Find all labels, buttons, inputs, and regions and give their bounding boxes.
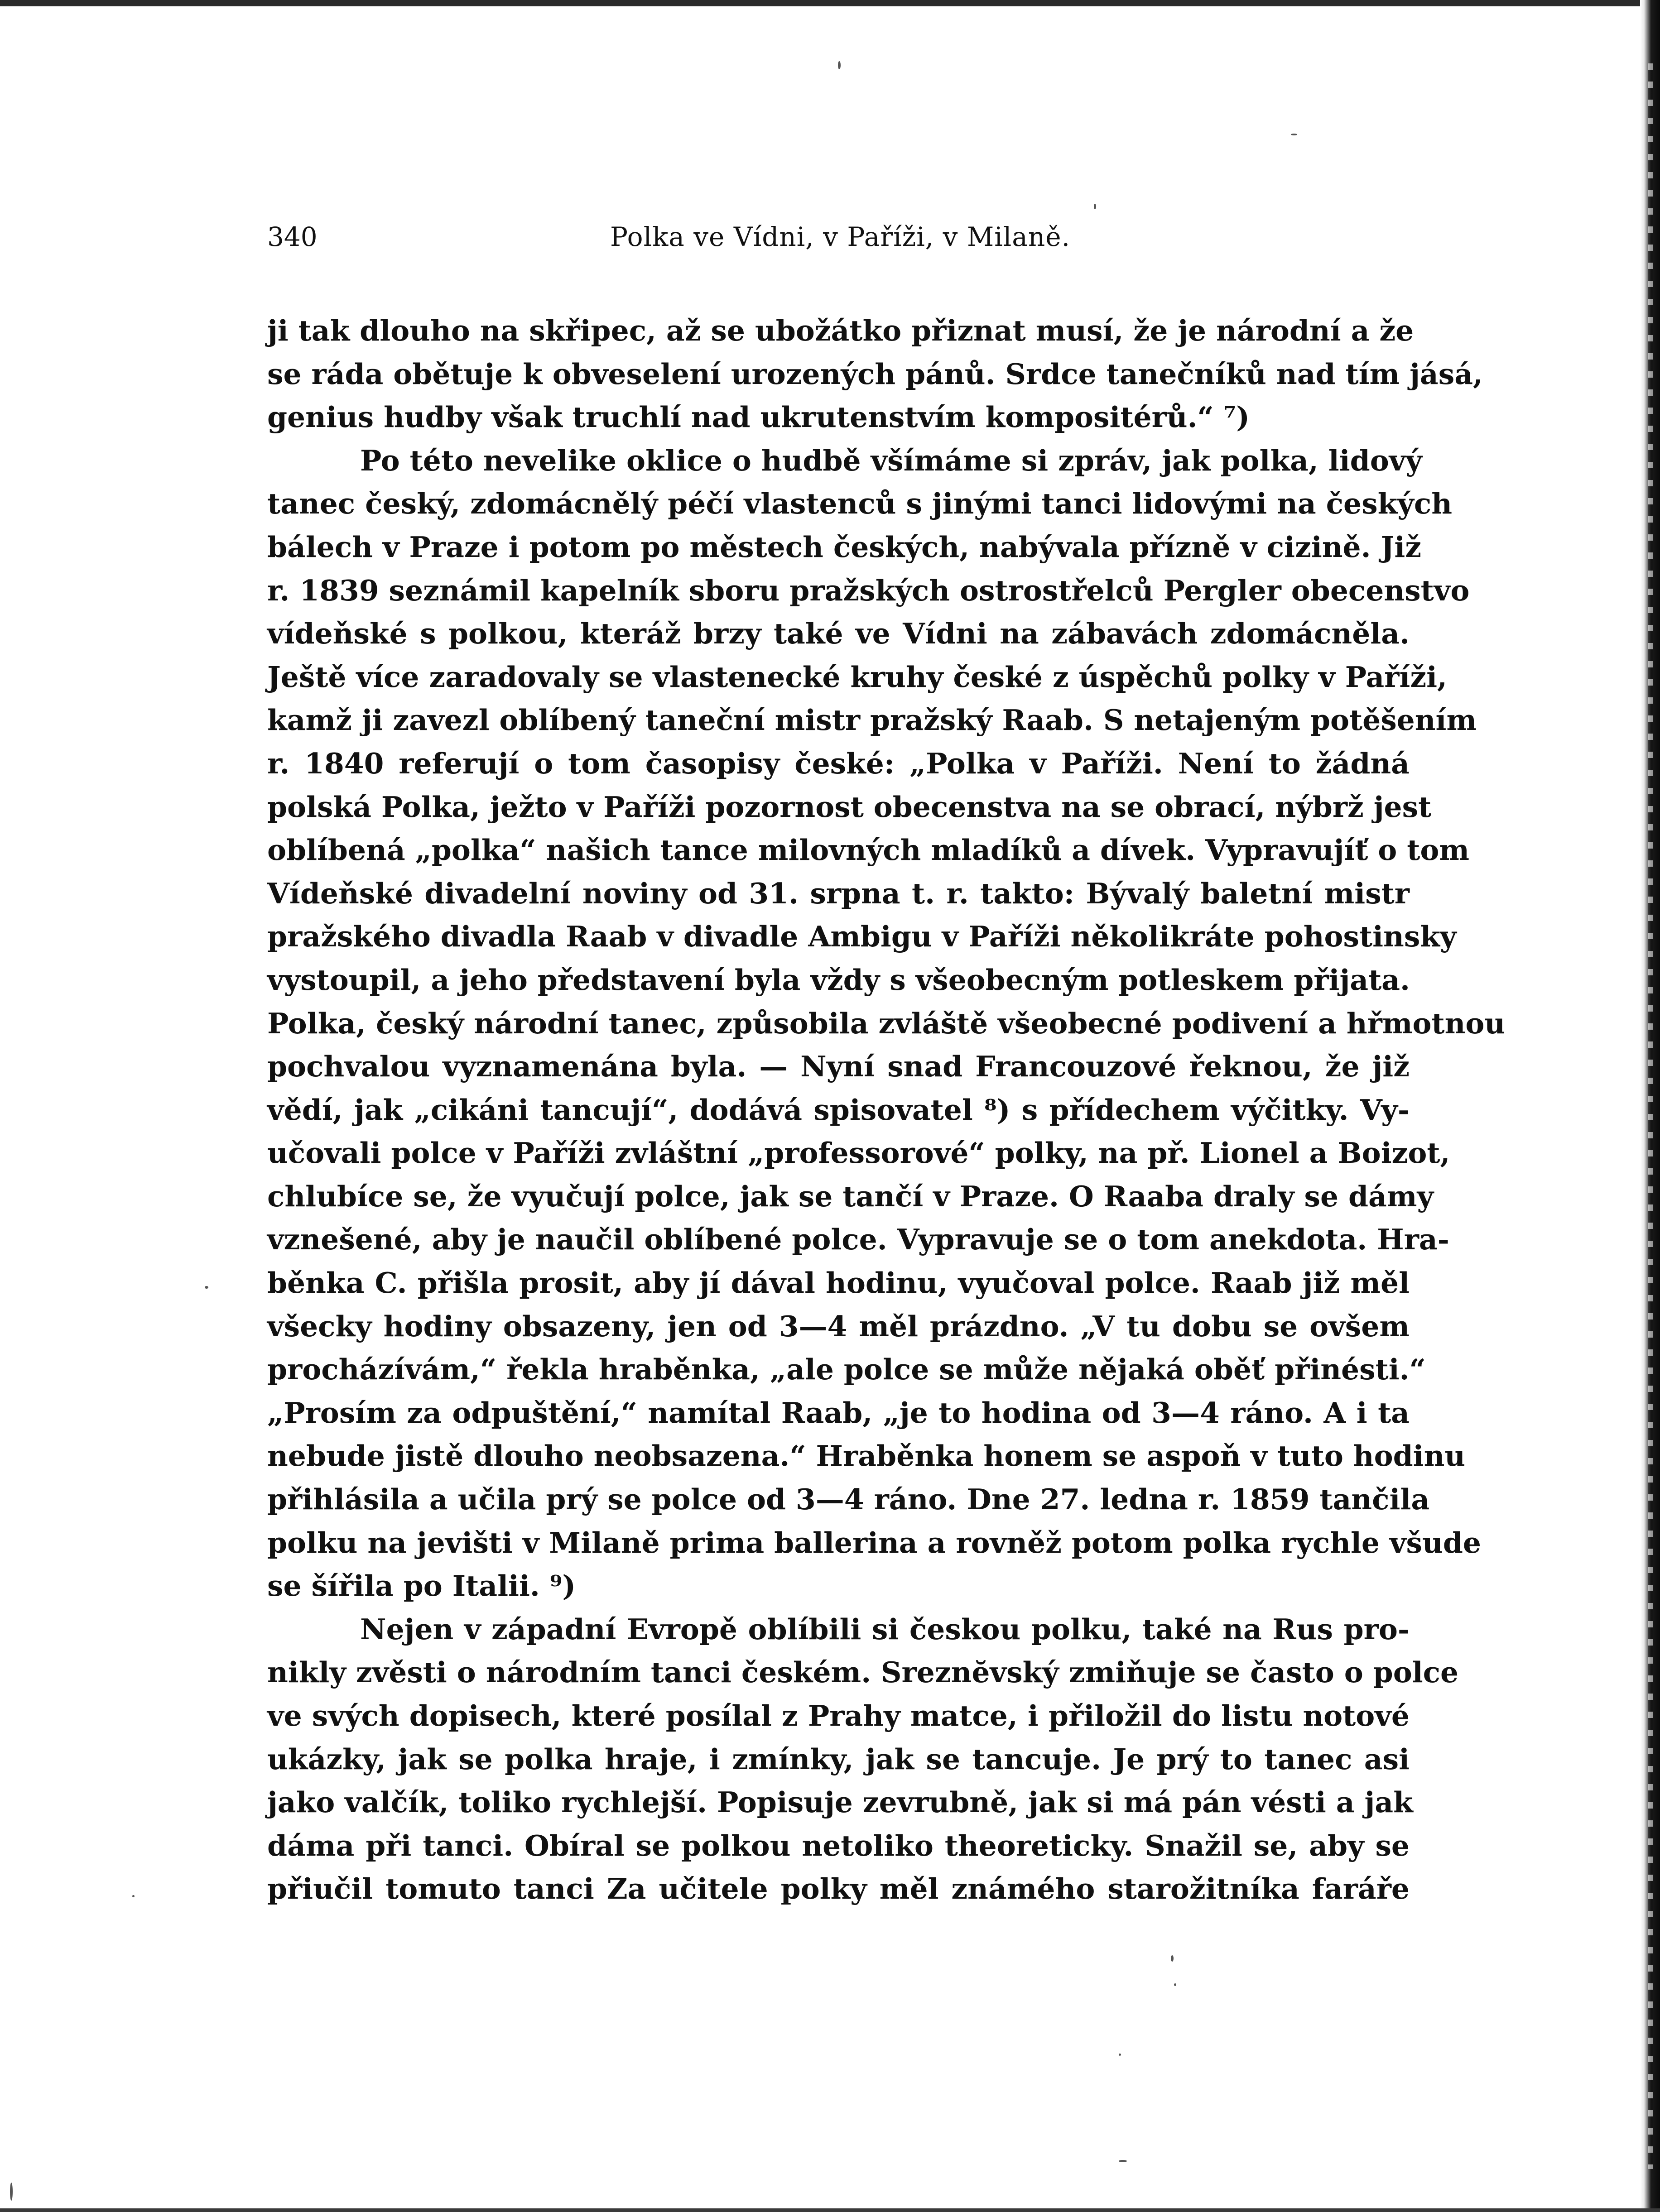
page-body bbox=[267, 309, 1506, 1911]
text-line: kamž ji zavezl oblíbený taneční mistr pražský Raab. S netajeným potěšením bbox=[267, 703, 1477, 737]
text-line: přihlásila a učila prý se polce od 3—4 ráno. Dne 27. ledna r. 1859 tančila bbox=[267, 1483, 1430, 1516]
text-line: „Prosím za odpuštění,“ namítal Raab, „je to hodina od 3—4 ráno. A i ta bbox=[267, 1396, 1410, 1430]
text-line: přiučil tomuto tanci Za učitele polky měl známého starožitníka faráře bbox=[267, 1872, 1410, 1906]
text-line: všecky hodiny obsazeny, jen od 3—4 měl prázdno. „V tu dobu se ovšem bbox=[267, 1309, 1410, 1343]
text-line: ukázky, jak se polka hraje, i zmínky, jak se tancuje. Je prý to tanec asi bbox=[267, 1742, 1410, 1776]
text-line: vídeňské s polkou, kteráž brzy také ve Vídni na zábavách zdomácněla. bbox=[267, 617, 1410, 651]
scan-speck bbox=[838, 61, 841, 69]
text-line: pražského divadla Raab v divadle Ambigu v Paříži několikráte pohostinsky bbox=[267, 920, 1457, 954]
text-line: oblíbená „polka“ našich tance milovných mladíků a dívek. Vypravujíť o tom bbox=[267, 833, 1470, 867]
scan-speck bbox=[132, 1895, 135, 1897]
text-line: bálech v Praze i potom po městech českých, nabývala přízně v cizině. Již bbox=[267, 530, 1422, 564]
text-line: ji tak dlouho na skřipec, až se ubožátko přiznat musí, že je národní a že bbox=[267, 314, 1414, 347]
text-line: vědí, jak „cikáni tancují“, dodává spisovatel ⁸) s přídechem výčitky. Vy- bbox=[267, 1093, 1410, 1127]
scan-speck bbox=[1119, 2160, 1127, 2162]
text-line: vznešené, aby je naučil oblíbené polce. Vypravuje se o tom anekdota. Hra- bbox=[267, 1223, 1449, 1257]
text-line: vystoupil, a jeho představení byla vždy s všeobecným potleskem přijata. bbox=[267, 963, 1410, 997]
text-line: pochvalou vyznamenána byla. — Nyní snad Francouzové řeknou, že již bbox=[267, 1050, 1410, 1084]
page-number: 340 bbox=[267, 221, 318, 252]
text-line: jako valčík, toliko rychlejší. Popisuje zevrubně, jak si má pán vésti a jak bbox=[267, 1785, 1413, 1819]
scan-border-bottom bbox=[0, 2208, 1660, 2212]
text-line: tanec český, zdomácnělý péčí vlastenců s jinými tanci lidovými na českých bbox=[267, 487, 1453, 521]
text-line: běnka C. přišla prosit, aby jí dával hodinu, vyučoval polce. Raab již měl bbox=[267, 1266, 1410, 1300]
text-line: nebude jistě dlouho neobsazena.“ Hraběnka honem se aspoň v tuto hodinu bbox=[267, 1439, 1466, 1473]
text-line: Ještě více zaradovaly se vlastenecké kruhy české z úspěchů polky v Paříži, bbox=[267, 660, 1447, 694]
scan-speck bbox=[1174, 1983, 1176, 1986]
paragraph-start-line: Po této nevelike oklice o hudbě všímáme si zpráv, jak polka, lidový bbox=[360, 443, 1422, 477]
scan-border-right-stripe bbox=[1648, 63, 1653, 2169]
scan-speck bbox=[10, 2183, 13, 2201]
text-line: procházívám,“ řekla hraběnka, „ale polce se může nějaká oběť přinésti.“ bbox=[267, 1353, 1426, 1387]
text-line: genius hudby však truchlí nad ukrutenstvím kompositérů.“ ⁷) bbox=[267, 400, 1250, 434]
text-line: r. 1839 seznámil kapelník sboru pražských ostrostřelců Pergler obecenstvo bbox=[267, 573, 1470, 607]
text-line: polská Polka, ježto v Paříži pozornost obecenstva na se obrací, nýbrž jest bbox=[267, 790, 1432, 824]
page-header bbox=[267, 216, 1413, 257]
scan-border-top bbox=[0, 0, 1660, 6]
text-line: nikly zvěsti o národním tanci českém. Sreznĕvský zmiňuje se často o polce bbox=[267, 1655, 1459, 1689]
paragraph-start-line: Nejen v západní Evropě oblíbili si českou polku, také na Rus pro- bbox=[360, 1612, 1410, 1646]
text-line: r. 1840 referují o tom časopisy české: „Polka v Paříži. Není to žádná bbox=[267, 746, 1410, 780]
running-title: Polka ve Vídni, v Paříži, v Milaně. bbox=[610, 221, 1070, 252]
scan-speck bbox=[205, 1286, 208, 1289]
scan-speck bbox=[1119, 2054, 1121, 2056]
text-line: se ráda obětuje k obveselení urozených pánů. Srdce tanečníků nad tím jásá, bbox=[267, 357, 1483, 391]
text-line: Vídeňské divadelní noviny od 31. srpna t. r. takto: Bývalý baletní mistr bbox=[267, 876, 1410, 910]
text-line: dáma při tanci. Obíral se polkou netoliko theoreticky. Snažil se, aby se bbox=[267, 1828, 1410, 1862]
text-line: ve svých dopisech, které posílal z Prahy matce, i přiložil do listu notové bbox=[267, 1699, 1410, 1732]
scan-speck bbox=[1291, 134, 1297, 135]
scan-speck bbox=[1171, 1955, 1174, 1962]
text-line: Polka, český národní tanec, způsobila zvláště všeobecné podivení a hřmotnou bbox=[267, 1006, 1506, 1040]
text-line: se šířila po Italii. ⁹) bbox=[267, 1569, 576, 1603]
text-line: učovali polce v Paříži zvláštní „professorové“ polky, na př. Lionel a Boizot, bbox=[267, 1136, 1450, 1170]
text-line: polku na jevišti v Milaně prima ballerina a rovněž potom polka rychle všude bbox=[267, 1526, 1481, 1559]
scan-speck bbox=[1094, 204, 1096, 209]
text-line: chlubíce se, že vyučují polce, jak se tančí v Praze. O Raaba draly se dámy bbox=[267, 1179, 1434, 1213]
